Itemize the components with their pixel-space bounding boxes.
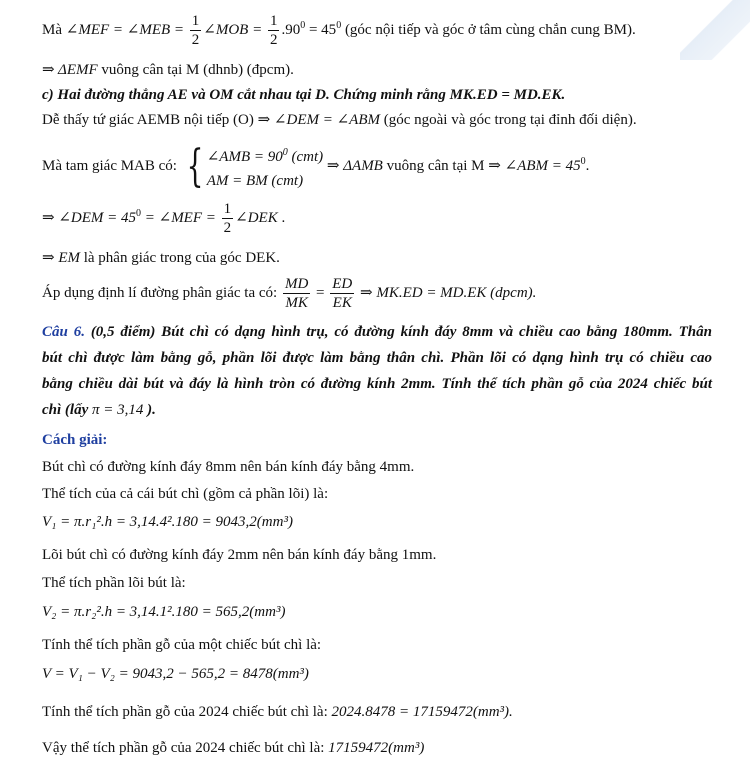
corner-decoration	[680, 0, 750, 60]
text: Tính thể tích phần gỗ của 2024 chiếc bút chì là:	[42, 704, 332, 720]
denominator: 2	[191, 32, 200, 48]
solution-title: Cách giải:	[42, 432, 108, 448]
line-mef-angle	[42, 12, 636, 49]
math-emf: ⇒ ΔEMF	[42, 62, 98, 78]
system-row-1	[207, 141, 323, 169]
text: (góc ngoài và góc trong tại đỉnh đối diện).	[379, 112, 637, 128]
question-6-row-2: bút chì được làm bằng gỗ, phần lõi được làm bằng thân chì. Phần lõi có dạng hình trụ có chiều cao	[42, 350, 712, 366]
numerator: 1	[269, 13, 278, 29]
fraction-ed-ek	[330, 275, 354, 312]
formula-v2: V₂ = π.r₂².h = 3,14.1².180 = 565,2(mm³)	[42, 604, 286, 620]
text: là phân giác trong của góc DEK.	[79, 250, 280, 266]
math-dem-abm: ⇒ ∠DEM = ∠ABM	[257, 112, 380, 128]
fraction-md-mk	[283, 275, 310, 312]
formula-v1: V₁ = π.r₁².h = 3,14.4².180 = 9043,2(mm³)	[42, 514, 293, 530]
question-6-row-3: bằng chiều dài bút và đáy là hình tròn có đường kính 2mm. Tính thể tích phần gỗ của 2024 chiếc bút	[42, 376, 712, 392]
line-bisector-theorem	[42, 275, 536, 312]
math-amb: ⇒ ΔAMB	[323, 158, 383, 174]
line-em-bisector	[42, 248, 280, 268]
line-emf-isosceles	[42, 60, 294, 80]
degree: 0	[136, 207, 141, 219]
math-abm-45: ⇒ ∠ABM = 45	[488, 158, 581, 174]
line-triangle-mab	[42, 138, 589, 193]
numerator: 1	[191, 13, 200, 29]
solution-step-3: Lõi bút chì có đường kính đáy 2mm nên bán kính đáy bằng 1mm.	[42, 547, 437, 563]
fraction-half-2	[268, 12, 280, 49]
math-result: 17159472(mm³)	[328, 740, 425, 756]
line-cyclic-quad	[42, 110, 637, 130]
part-c-heading: c) Hai đường thẳng AE và OM cắt nhau tại D. Chứng minh rằng MK.ED = MD.EK.	[42, 87, 566, 103]
text: (0,5 điểm) Bút chì có dạng hình trụ, có đường kính đáy 8mm và chiều cao bằng 180mm. Thân	[90, 324, 712, 340]
line-dem-45	[42, 200, 285, 237]
solution-step-4: Thể tích phần lõi bút là:	[42, 575, 186, 591]
system-row-2: AM = BM (cmt)	[206, 172, 304, 189]
math-conclusion: ⇒ MK.ED = MD.EK (dpcm).	[356, 284, 537, 301]
math-total: 2024.8478 = 17159472(mm³).	[331, 704, 513, 720]
text: (cmt)	[287, 148, 324, 165]
formula-v: V = V₁ − V₂ = 9043,2 − 565,2 = 8478(mm³)	[42, 666, 309, 682]
text: ∠AMB = 90	[206, 148, 283, 165]
solution-step-5: Tính thể tích phần gỗ của một chiếc bút chì là:	[42, 637, 322, 653]
question-6-row-4	[42, 397, 156, 423]
text: .	[585, 158, 590, 174]
question-label: Câu 6.	[42, 324, 85, 340]
text: Mà tam giác MAB có:	[42, 158, 181, 174]
solution-step-6	[42, 702, 513, 722]
fraction-half	[222, 200, 234, 237]
math-mob: ∠MOB =	[203, 21, 266, 38]
denominator: 2	[269, 32, 278, 48]
equation-system	[181, 141, 323, 193]
text: Vậy thể tích phần gỗ của 2024 chiếc bút chì là:	[42, 740, 329, 756]
text: vuông cân tại M (dhnb) (đpcm).	[97, 62, 294, 78]
math-dek: ∠DEK	[235, 209, 278, 226]
text: vuông cân tại M	[382, 158, 489, 174]
text-ma: Mà	[42, 21, 66, 38]
math: ⇒ ∠DEM = 45	[42, 209, 136, 226]
degree: 0	[300, 19, 306, 31]
fraction-half	[190, 12, 202, 49]
text: Dễ thấy tứ giác AEMB nội tiếp (O)	[42, 112, 258, 128]
denominator: EK	[332, 295, 352, 311]
numerator: ED	[332, 276, 353, 292]
solution-step-2: Thể tích của cả cái bút chì (gồm cả phần lõi) là:	[42, 486, 329, 502]
math: = ∠MEF =	[141, 209, 220, 226]
math-pi: π = 3,14	[92, 402, 144, 418]
equals: =	[312, 284, 329, 301]
math-em: ⇒ EM	[42, 250, 80, 266]
math-mef-meb: ∠MEF = ∠MEB =	[65, 21, 188, 38]
text-note: (góc nội tiếp và góc ở tâm cùng chắn cung BM).	[341, 21, 636, 38]
text: chì (lấy	[42, 402, 92, 418]
numerator: MD	[284, 276, 309, 292]
math-45: = 45	[305, 21, 337, 38]
solution-conclusion	[42, 738, 424, 758]
solution-step-1: Bút chì có đường kính đáy 8mm nên bán kính đáy bằng 4mm.	[42, 459, 415, 475]
degree: 0	[580, 156, 586, 167]
denominator: MK	[285, 295, 308, 311]
text: ).	[143, 402, 156, 418]
question-6-row-1	[42, 319, 712, 345]
degree: 0	[336, 19, 342, 31]
degree: 0	[282, 146, 288, 158]
text: Áp dụng định lí đường phân giác ta có:	[42, 284, 281, 301]
brace: {	[186, 140, 204, 192]
math-90: .90	[281, 21, 301, 38]
numerator: 1	[223, 201, 232, 217]
denominator: 2	[223, 220, 232, 236]
text: .	[277, 209, 286, 226]
